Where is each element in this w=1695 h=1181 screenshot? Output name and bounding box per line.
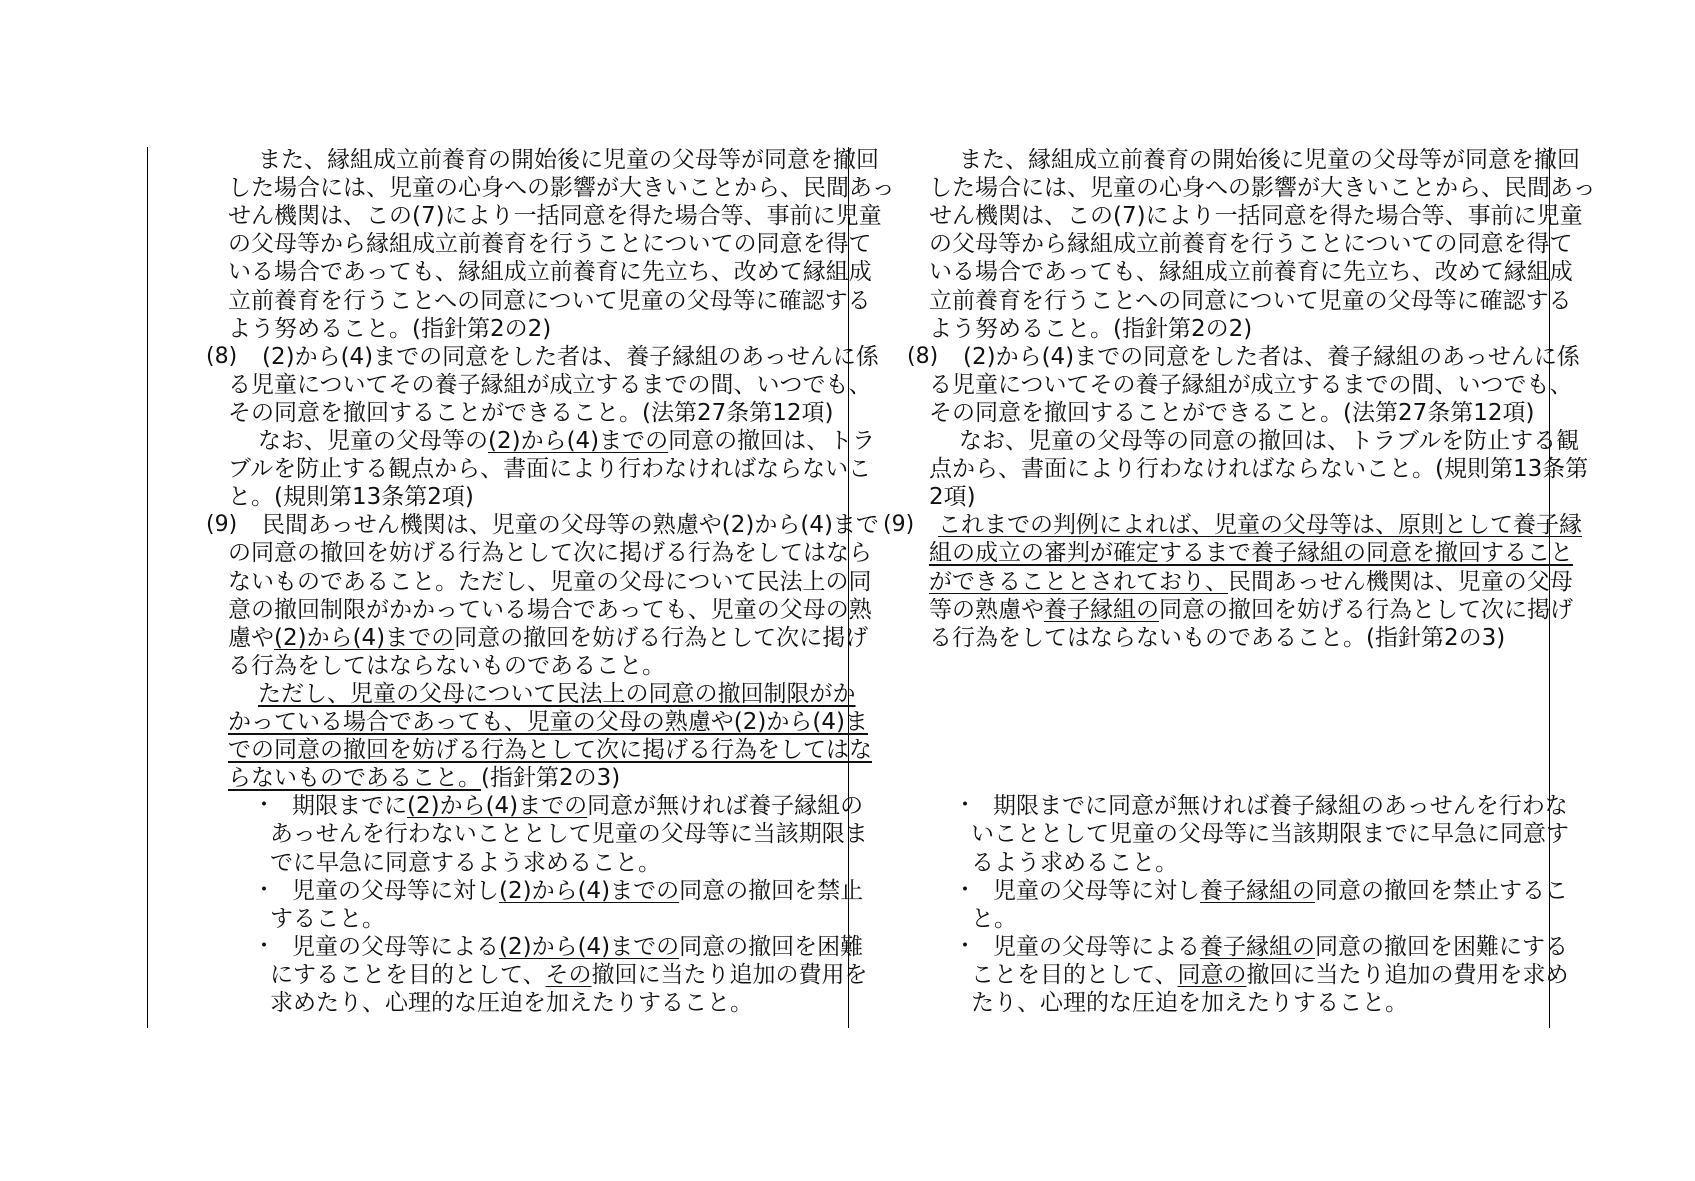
text-line: [228, 736, 872, 764]
text-segment: と。(規則第13条第2項): [228, 484, 474, 511]
text-segment: る児童についてその養子縁組が成立するまでの間、いつでも、: [929, 371, 1573, 398]
text-line: [228, 652, 690, 680]
bullet-marker: ・: [954, 793, 977, 819]
text-line: [929, 596, 1573, 624]
text-line: [971, 820, 1569, 848]
text-line: [971, 849, 1391, 877]
text-segment: 同意が無ければ養子縁組の: [587, 793, 864, 820]
text-segment: いこととして児童の父母等に当該期限までに早急に同意す: [971, 821, 1569, 848]
text-segment: の父母等から縁組成立前養育を行うことについての同意を得て: [228, 231, 872, 258]
text-segment: した場合には、児童の心身への影響が大きいことから、民間あっ: [929, 175, 1596, 202]
text-segment: 求めたり、心理的な圧迫を加えたりすること。: [270, 990, 753, 1016]
text-segment: いる場合であっても、縁組成立前養育に先立ち、改めて縁組成: [228, 259, 872, 286]
text-segment: 立前養育を行うことへの同意について児童の父母等に確認する: [929, 287, 1572, 314]
text-segment: あっせんを行わないこととして児童の父母等に当該期限ま: [270, 821, 868, 848]
text-segment: の同意の撤回を妨げる行為として次に掲げる行為をしてはなら: [228, 540, 872, 567]
text-segment: した場合には、児童の心身への影響が大きいことから、民間あっ: [228, 175, 895, 202]
text-line: [228, 596, 872, 624]
underlined-amendment: 養子縁組の: [1200, 877, 1315, 904]
text-segment: 民間あっせん機関は、児童の父母: [1228, 568, 1573, 595]
text-line: [929, 315, 1391, 343]
underlined-amendment: 養子縁組の: [1044, 596, 1159, 623]
text-line: [228, 483, 690, 511]
text-line: [228, 371, 872, 399]
text-segment: 同意の撤回を困難: [679, 933, 864, 960]
text-segment: る行為をしてはならないものであること。(指針第2の3): [929, 624, 1506, 651]
text-segment: また、縁組成立前養育の開始後に児童の父母等が同意を撤回: [959, 147, 1580, 173]
text-line: [292, 933, 864, 961]
underlined-amendment: ができることとされており、: [929, 568, 1228, 595]
underlined-amendment: これまでの判例によれば、児童の父母等は、原則として養子縁: [938, 512, 1582, 539]
text-line: [971, 905, 1391, 933]
text-line: [929, 202, 1583, 230]
text-line: [228, 399, 834, 427]
underlined-amendment: 同意の: [1177, 961, 1247, 988]
text-line: [292, 792, 864, 820]
underlined-amendment: (2)から(4)までの: [499, 933, 680, 960]
text-segment: (2)から(4)までの同意をした者は、養子縁組のあっせんに係: [262, 343, 879, 370]
bullet-marker: ・: [954, 877, 977, 903]
text-segment: 等の熟慮や: [929, 596, 1044, 623]
text-line: [929, 287, 1572, 315]
text-segment: せん機関は、この(7)により一括同意を得た場合等、事前に児童: [929, 203, 1583, 230]
text-segment: 児童の父母等による: [292, 933, 499, 960]
text-segment: 同意の撤回を妨げる行為として次に掲げ: [454, 624, 869, 651]
text-line: [258, 680, 856, 708]
text-segment: よう努めること。(指針第2の2): [228, 315, 552, 342]
text-line: [228, 202, 882, 230]
text-segment: なお、児童の父母等の同意の撤回は、トラブルを防止する観: [959, 428, 1580, 454]
text-segment: 撤回に当たり追加の費用を求め: [1246, 961, 1569, 988]
text-segment: ブルを防止する観点から、書面により行わなければならないこ: [228, 456, 872, 483]
text-segment: その同意を撤回することができること。(法第27条第12項): [929, 399, 1535, 426]
text-segment: すること。: [270, 905, 385, 932]
text-line: [929, 230, 1573, 258]
underlined-amendment: (2)から(4)までの: [274, 624, 455, 651]
text-line: [929, 371, 1573, 399]
text-line: [262, 343, 879, 371]
text-segment: 期限までに同意が無ければ養子縁組のあっせんを行わな: [993, 793, 1568, 820]
text-line: [929, 483, 1391, 511]
text-segment: 点から、書面により行わなければならないこと。(規則第13条第: [929, 456, 1589, 483]
underlined-amendment: かっている場合であっても、児童の父母の熟慮や(2)から(4)ま: [228, 709, 868, 735]
text-segment: にすることを目的として、: [270, 961, 546, 988]
text-line: [228, 287, 871, 315]
underlined-amendment: (2)から(4)までの: [407, 793, 588, 820]
text-segment: 同意の撤回を禁止: [679, 877, 864, 904]
text-line: [258, 427, 876, 455]
text-line: [270, 820, 868, 848]
text-segment: るよう求めること。: [971, 849, 1178, 876]
text-line: [971, 961, 1569, 989]
text-line: [228, 258, 872, 286]
text-segment: 児童の父母等に対し: [292, 877, 499, 904]
text-segment: たり、心理的な圧迫を加えたりすること。: [971, 990, 1408, 1016]
underlined-amendment: での同意の撤回を妨げる行為として次に掲げる行為をしてはな: [228, 737, 872, 764]
text-line: [228, 455, 872, 483]
text-segment: でに早急に同意するよう求めること。: [270, 849, 661, 876]
item-number: (9): [206, 512, 238, 538]
text-segment: 意の撤回制限がかかっている場合であっても、児童の父母の熟: [228, 596, 872, 623]
column-right-current: [701, 0, 1596, 1181]
text-line: [993, 792, 1568, 820]
text-line: [228, 568, 872, 596]
text-segment: る行為をしてはならないものであること。: [228, 652, 665, 679]
text-segment: (2)から(4)までの同意をした者は、養子縁組のあっせんに係: [963, 343, 1580, 370]
text-line: [963, 343, 1580, 371]
text-line: [258, 146, 879, 174]
text-line: [270, 849, 690, 877]
text-segment: 慮や: [228, 624, 274, 651]
text-line: [228, 174, 895, 202]
text-line: [228, 764, 690, 792]
text-segment: その同意を撤回することができること。(法第27条第12項): [228, 399, 834, 426]
text-line: [270, 905, 690, 933]
text-line: [929, 568, 1573, 596]
text-line: [228, 230, 872, 258]
underlined-amendment: 組の成立の審判が確定するまで養子縁組の同意を撤回すること: [929, 540, 1573, 567]
text-line: [270, 961, 868, 989]
text-segment: 期限までに: [292, 793, 407, 820]
text-line: [228, 708, 868, 736]
text-segment: せん機関は、この(7)により一括同意を得た場合等、事前に児童: [228, 203, 882, 230]
text-segment: 民間あっせん機関は、児童の父母等の熟慮や(2)から(4)まで: [262, 512, 879, 539]
text-segment: る児童についてその養子縁組が成立するまでの間、いつでも、: [228, 371, 872, 398]
text-segment: 同意の撤回を禁止するこ: [1315, 877, 1568, 904]
item-number: (8): [206, 343, 238, 369]
text-line: [292, 877, 864, 905]
text-segment: 児童の父母等に対し: [993, 877, 1200, 904]
text-segment: ことを目的として、: [971, 961, 1178, 988]
underlined-amendment: 養子縁組の: [1200, 933, 1315, 960]
bullet-marker: ・: [253, 877, 276, 903]
text-line: [959, 146, 1580, 174]
underlined-amendment: その: [545, 961, 592, 988]
text-segment: よう努めること。(指針第2の2): [929, 315, 1253, 342]
text-segment: 同意の撤回を妨げる行為として次に掲げ: [1159, 596, 1573, 623]
text-line: [929, 455, 1589, 483]
text-line: [929, 399, 1535, 427]
text-line: [929, 258, 1573, 286]
text-line: [938, 511, 1582, 539]
underlined-amendment: らないものであること。: [228, 765, 481, 792]
underlined-amendment: ただし、児童の父母について民法上の同意の撤回制限がか: [258, 680, 856, 707]
text-line: [228, 539, 872, 567]
bullet-marker: ・: [253, 793, 276, 819]
text-line: [929, 539, 1573, 567]
underlined-amendment: (2)から(4)までの: [488, 428, 669, 454]
underlined-amendment: (2)から(4)までの: [499, 877, 680, 904]
text-segment: 立前養育を行うことへの同意について児童の父母等に確認する: [228, 287, 871, 314]
text-line: [929, 174, 1596, 202]
text-line: [993, 933, 1568, 961]
text-segment: の父母等から縁組成立前養育を行うことについての同意を得て: [929, 231, 1573, 258]
text-segment: と。: [971, 905, 1017, 932]
text-line: [971, 989, 1408, 1017]
item-number: (9): [883, 512, 915, 538]
text-line: [929, 624, 1506, 652]
text-segment: 同意の撤回を困難にする: [1315, 933, 1568, 960]
text-segment: 2項): [929, 484, 976, 511]
text-segment: いる場合であっても、縁組成立前養育に先立ち、改めて縁組成: [929, 259, 1573, 286]
bullet-marker: ・: [253, 933, 276, 959]
text-line: [228, 624, 869, 652]
text-segment: 児童の父母等による: [993, 933, 1200, 960]
text-line: [262, 511, 879, 539]
text-segment: 撤回に当たり追加の費用を: [591, 961, 868, 988]
text-segment: また、縁組成立前養育の開始後に児童の父母等が同意を撤回: [258, 147, 879, 173]
text-segment: ないものであること。ただし、児童の父母について民法上の同: [228, 568, 872, 595]
text-line: [959, 427, 1580, 455]
text-segment: (指針第2の3): [481, 765, 621, 792]
text-line: [270, 989, 753, 1017]
bullet-marker: ・: [954, 933, 977, 959]
text-line: [228, 315, 690, 343]
item-number: (8): [907, 343, 939, 369]
text-segment: 同意の撤回は、トラ: [668, 428, 876, 454]
text-segment: なお、児童の父母等の: [258, 428, 488, 454]
text-line: [993, 877, 1568, 905]
